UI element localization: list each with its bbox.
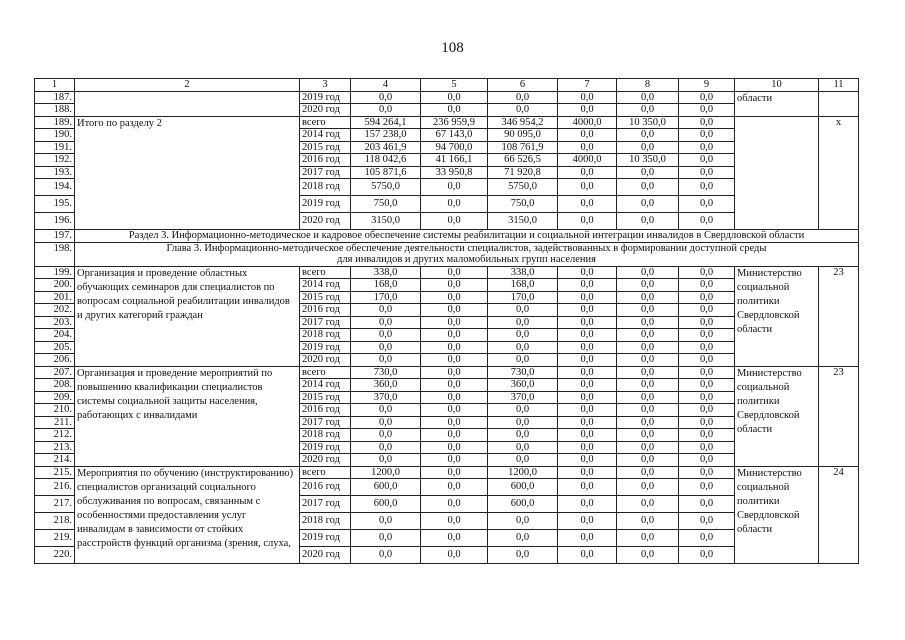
amount-cell: 0,0	[679, 316, 735, 329]
amount-cell: 0,0	[351, 547, 421, 564]
amount-cell: 0,0	[421, 304, 488, 317]
amount-cell: 108 761,9	[488, 141, 558, 154]
amount-cell: 0,0	[679, 416, 735, 429]
amount-cell: 0,0	[488, 454, 558, 467]
row-number: 207.	[35, 366, 75, 379]
amount-cell: 10 350,0	[617, 154, 679, 167]
reference-number	[819, 91, 859, 116]
amount-cell: 170,0	[488, 291, 558, 304]
column-header: 5	[421, 79, 488, 92]
row-number: 196.	[35, 213, 75, 230]
amount-cell: 4000,0	[558, 154, 617, 167]
amount-cell: 0,0	[351, 104, 421, 117]
amount-cell: 0,0	[617, 466, 679, 479]
row-number: 203.	[35, 316, 75, 329]
amount-cell: 346 954,2	[488, 116, 558, 129]
reference-number: 24	[819, 466, 859, 564]
amount-cell: 0,0	[679, 179, 735, 196]
amount-cell: 0,0	[558, 466, 617, 479]
amount-cell: 360,0	[351, 379, 421, 392]
column-header: 8	[617, 79, 679, 92]
amount-cell: 67 143,0	[421, 129, 488, 142]
amount-cell: 0,0	[617, 547, 679, 564]
amount-cell: 0,0	[679, 129, 735, 142]
row-number: 200.	[35, 279, 75, 292]
amount-cell: 168,0	[351, 279, 421, 292]
row-period: 2020 год	[300, 213, 351, 230]
row-number: 190.	[35, 129, 75, 142]
table-row	[35, 466, 859, 479]
amount-cell: 0,0	[617, 341, 679, 354]
amount-cell: 0,0	[558, 304, 617, 317]
row-period: 2020 год	[300, 354, 351, 367]
amount-cell: 600,0	[488, 479, 558, 496]
amount-cell: 0,0	[679, 391, 735, 404]
row-period: 2017 год	[300, 316, 351, 329]
amount-cell: 0,0	[421, 354, 488, 367]
amount-cell: 0,0	[558, 279, 617, 292]
row-period: 2015 год	[300, 291, 351, 304]
amount-cell: 0,0	[679, 279, 735, 292]
row-period: 2016 год	[300, 154, 351, 167]
amount-cell: 0,0	[679, 441, 735, 454]
row-period: 2015 год	[300, 141, 351, 154]
amount-cell: 0,0	[421, 416, 488, 429]
row-period: 2020 год	[300, 104, 351, 117]
row-period: 2017 год	[300, 166, 351, 179]
amount-cell: 0,0	[558, 141, 617, 154]
amount-cell: 0,0	[679, 513, 735, 530]
amount-cell: 0,0	[617, 104, 679, 117]
amount-cell: 0,0	[617, 179, 679, 196]
amount-cell: 594 264,1	[351, 116, 421, 129]
amount-cell: 0,0	[679, 547, 735, 564]
row-period: 2017 год	[300, 496, 351, 513]
amount-cell: 118 042,6	[351, 154, 421, 167]
amount-cell: 5750,0	[351, 179, 421, 196]
amount-cell: 0,0	[351, 91, 421, 104]
amount-cell: 0,0	[679, 304, 735, 317]
amount-cell: 90 095,0	[488, 129, 558, 142]
amount-cell: 0,0	[617, 329, 679, 342]
amount-cell: 71 920,8	[488, 166, 558, 179]
amount-cell: 0,0	[558, 479, 617, 496]
amount-cell: 0,0	[421, 279, 488, 292]
amount-cell: 0,0	[558, 91, 617, 104]
row-number: 191.	[35, 141, 75, 154]
amount-cell: 0,0	[421, 404, 488, 417]
amount-cell: 0,0	[558, 530, 617, 547]
amount-cell: 0,0	[351, 513, 421, 530]
amount-cell: 0,0	[558, 454, 617, 467]
amount-cell: 0,0	[421, 513, 488, 530]
amount-cell: 0,0	[558, 129, 617, 142]
amount-cell: 0,0	[558, 547, 617, 564]
row-number: 189.	[35, 116, 75, 129]
amount-cell: 0,0	[617, 513, 679, 530]
row-period: 2016 год	[300, 479, 351, 496]
amount-cell: 600,0	[488, 496, 558, 513]
amount-cell: 0,0	[351, 429, 421, 442]
amount-cell: 0,0	[679, 166, 735, 179]
table-row	[35, 366, 859, 379]
responsible-executor	[735, 116, 819, 230]
amount-cell: 3150,0	[488, 213, 558, 230]
amount-cell: 0,0	[679, 196, 735, 213]
amount-cell: 0,0	[617, 291, 679, 304]
row-period: 2017 год	[300, 416, 351, 429]
row-period: всего	[300, 266, 351, 279]
row-number: 212.	[35, 429, 75, 442]
column-header: 7	[558, 79, 617, 92]
amount-cell: 0,0	[558, 291, 617, 304]
amount-cell: 33 950,8	[421, 166, 488, 179]
amount-cell: 0,0	[488, 341, 558, 354]
row-number: 208.	[35, 379, 75, 392]
row-description: Итого по разделу 2	[75, 116, 300, 230]
row-period: 2014 год	[300, 379, 351, 392]
amount-cell: 730,0	[351, 366, 421, 379]
row-period: 2016 год	[300, 404, 351, 417]
amount-cell: 0,0	[617, 213, 679, 230]
row-period: 2019 год	[300, 196, 351, 213]
amount-cell: 170,0	[351, 291, 421, 304]
amount-cell: 0,0	[617, 141, 679, 154]
row-number: 204.	[35, 329, 75, 342]
column-header: 3	[300, 79, 351, 92]
amount-cell: 10 350,0	[617, 116, 679, 129]
amount-cell: 0,0	[558, 441, 617, 454]
amount-cell: 0,0	[679, 429, 735, 442]
row-period: 2015 год	[300, 391, 351, 404]
amount-cell: 105 871,6	[351, 166, 421, 179]
amount-cell: 0,0	[617, 429, 679, 442]
amount-cell: 0,0	[351, 329, 421, 342]
row-number: 214.	[35, 454, 75, 467]
row-number: 216.	[35, 479, 75, 496]
chapter-heading	[75, 242, 859, 266]
row-period: 2018 год	[300, 179, 351, 196]
row-number: 220.	[35, 547, 75, 564]
amount-cell: 41 166,1	[421, 154, 488, 167]
row-number: 192.	[35, 154, 75, 167]
row-number: 219.	[35, 530, 75, 547]
amount-cell: 0,0	[679, 496, 735, 513]
amount-cell: 0,0	[558, 354, 617, 367]
amount-cell: 0,0	[558, 329, 617, 342]
row-number: 187.	[35, 91, 75, 104]
row-period: 2014 год	[300, 129, 351, 142]
amount-cell: 0,0	[679, 354, 735, 367]
amount-cell: 0,0	[351, 441, 421, 454]
row-number: 205.	[35, 341, 75, 354]
amount-cell: 0,0	[617, 354, 679, 367]
amount-cell: 1200,0	[351, 466, 421, 479]
amount-cell: 338,0	[351, 266, 421, 279]
amount-cell: 0,0	[351, 530, 421, 547]
amount-cell: 0,0	[679, 366, 735, 379]
amount-cell: 0,0	[488, 441, 558, 454]
row-period: 2018 год	[300, 513, 351, 530]
chapter-heading-line: Глава 3. Информационно-методическое обеспечение деятельности специалистов, задействованных в формировании доступной среды	[166, 242, 767, 254]
column-header: 4	[351, 79, 421, 92]
reference-number: х	[819, 116, 859, 230]
amount-cell: 0,0	[558, 179, 617, 196]
amount-cell: 0,0	[558, 266, 617, 279]
row-period: 2020 год	[300, 547, 351, 564]
column-header: 11	[819, 79, 859, 92]
amount-cell: 0,0	[351, 341, 421, 354]
amount-cell: 0,0	[488, 513, 558, 530]
row-number: 210.	[35, 404, 75, 417]
amount-cell: 0,0	[421, 466, 488, 479]
amount-cell: 0,0	[617, 391, 679, 404]
amount-cell: 0,0	[679, 266, 735, 279]
chapter-heading-line: для инвалидов и других маломобильных групп населения	[337, 254, 596, 265]
amount-cell: 0,0	[679, 379, 735, 392]
amount-cell: 0,0	[679, 213, 735, 230]
row-description: Организация и проведение мероприятий по повышению квалификации специалистов системы социальной защиты населения, работающих с инвалидами	[75, 366, 300, 466]
amount-cell: 0,0	[679, 329, 735, 342]
row-period: всего	[300, 116, 351, 129]
amount-cell: 3150,0	[351, 213, 421, 230]
amount-cell: 203 461,9	[351, 141, 421, 154]
amount-cell: 750,0	[351, 196, 421, 213]
amount-cell: 600,0	[351, 496, 421, 513]
amount-cell: 94 700,0	[421, 141, 488, 154]
amount-cell: 0,0	[488, 104, 558, 117]
amount-cell: 0,0	[679, 530, 735, 547]
amount-cell: 370,0	[351, 391, 421, 404]
column-header: 1	[35, 79, 75, 92]
amount-cell: 0,0	[617, 129, 679, 142]
amount-cell: 0,0	[488, 91, 558, 104]
row-period: 2014 год	[300, 279, 351, 292]
amount-cell: 0,0	[351, 454, 421, 467]
amount-cell: 0,0	[679, 479, 735, 496]
responsible-executor: области	[735, 91, 819, 116]
row-number: 215.	[35, 466, 75, 479]
amount-cell: 0,0	[617, 454, 679, 467]
row-number: 194.	[35, 179, 75, 196]
row-period: 2019 год	[300, 91, 351, 104]
amount-cell: 0,0	[351, 316, 421, 329]
amount-cell: 0,0	[617, 304, 679, 317]
row-description	[75, 91, 300, 116]
amount-cell: 0,0	[421, 213, 488, 230]
row-number: 206.	[35, 354, 75, 367]
row-number: 217.	[35, 496, 75, 513]
amount-cell: 0,0	[617, 379, 679, 392]
amount-cell: 600,0	[351, 479, 421, 496]
amount-cell: 730,0	[488, 366, 558, 379]
amount-cell: 0,0	[351, 304, 421, 317]
amount-cell: 0,0	[617, 196, 679, 213]
amount-cell: 0,0	[679, 104, 735, 117]
amount-cell: 370,0	[488, 391, 558, 404]
amount-cell: 0,0	[421, 104, 488, 117]
amount-cell: 0,0	[421, 91, 488, 104]
amount-cell: 0,0	[421, 329, 488, 342]
amount-cell: 0,0	[679, 291, 735, 304]
amount-cell: 0,0	[617, 316, 679, 329]
amount-cell: 0,0	[421, 341, 488, 354]
row-number: 201.	[35, 291, 75, 304]
amount-cell: 0,0	[558, 166, 617, 179]
table-body	[35, 79, 859, 564]
amount-cell: 0,0	[679, 91, 735, 104]
amount-cell: 0,0	[488, 329, 558, 342]
amount-cell: 0,0	[617, 404, 679, 417]
reference-number: 23	[819, 266, 859, 366]
amount-cell: 0,0	[558, 429, 617, 442]
amount-cell: 1200,0	[488, 466, 558, 479]
row-number: 213.	[35, 441, 75, 454]
amount-cell: 168,0	[488, 279, 558, 292]
amount-cell: 0,0	[558, 513, 617, 530]
row-period: 2020 год	[300, 454, 351, 467]
amount-cell: 5750,0	[488, 179, 558, 196]
column-header: 2	[75, 79, 300, 92]
amount-cell: 66 526,5	[488, 154, 558, 167]
amount-cell: 0,0	[679, 116, 735, 129]
row-number: 195.	[35, 196, 75, 213]
chapter-heading-row	[35, 242, 859, 266]
amount-cell: 0,0	[617, 496, 679, 513]
amount-cell: 750,0	[488, 196, 558, 213]
amount-cell: 0,0	[421, 429, 488, 442]
program-table	[34, 78, 859, 564]
amount-cell: 0,0	[558, 104, 617, 117]
amount-cell: 0,0	[679, 154, 735, 167]
amount-cell: 0,0	[617, 166, 679, 179]
amount-cell: 0,0	[351, 404, 421, 417]
amount-cell: 0,0	[617, 479, 679, 496]
amount-cell: 0,0	[558, 366, 617, 379]
row-number: 202.	[35, 304, 75, 317]
row-description: Организация и проведение областных обучающих семинаров для специалистов по вопросам социальной реабилитации инвалидов и других категорий граждан	[75, 266, 300, 366]
amount-cell: 0,0	[617, 279, 679, 292]
amount-cell: 0,0	[421, 179, 488, 196]
reference-number: 23	[819, 366, 859, 466]
amount-cell: 0,0	[617, 416, 679, 429]
amount-cell: 0,0	[617, 441, 679, 454]
amount-cell: 0,0	[421, 530, 488, 547]
responsible-executor: Министерство социальной политики Свердловской области	[735, 266, 819, 366]
responsible-executor: Министерство социальной политики Свердловской области	[735, 366, 819, 466]
section-heading: Раздел 3. Информационно-методическое и кадровое обеспечение системы реабилитации и социальной интеграции инвалидов в Свердловской области	[75, 230, 859, 243]
amount-cell: 0,0	[351, 354, 421, 367]
column-header-row	[35, 79, 859, 92]
amount-cell: 0,0	[421, 316, 488, 329]
amount-cell: 0,0	[488, 547, 558, 564]
amount-cell: 0,0	[679, 404, 735, 417]
amount-cell: 0,0	[421, 454, 488, 467]
amount-cell: 0,0	[679, 454, 735, 467]
amount-cell: 0,0	[421, 196, 488, 213]
amount-cell: 0,0	[679, 141, 735, 154]
amount-cell: 360,0	[488, 379, 558, 392]
amount-cell: 0,0	[421, 441, 488, 454]
amount-cell: 0,0	[421, 547, 488, 564]
amount-cell: 0,0	[617, 266, 679, 279]
amount-cell: 0,0	[421, 391, 488, 404]
row-number: 198.	[35, 242, 75, 266]
row-period: 2018 год	[300, 429, 351, 442]
amount-cell: 0,0	[558, 416, 617, 429]
amount-cell: 0,0	[679, 341, 735, 354]
amount-cell: 0,0	[617, 530, 679, 547]
row-number: 211.	[35, 416, 75, 429]
row-period: 2018 год	[300, 329, 351, 342]
column-header: 10	[735, 79, 819, 92]
row-number: 193.	[35, 166, 75, 179]
amount-cell: 0,0	[421, 366, 488, 379]
amount-cell: 4000,0	[558, 116, 617, 129]
column-header: 6	[488, 79, 558, 92]
amount-cell: 0,0	[488, 429, 558, 442]
row-number: 188.	[35, 104, 75, 117]
amount-cell: 0,0	[617, 366, 679, 379]
amount-cell: 0,0	[679, 466, 735, 479]
row-period: 2019 год	[300, 341, 351, 354]
amount-cell: 0,0	[558, 213, 617, 230]
amount-cell: 236 959,9	[421, 116, 488, 129]
amount-cell: 0,0	[488, 404, 558, 417]
row-description: Мероприятия по обучению (инструктированию) специалистов организаций социального обслуживания по вопросам, связанным с особенностями предоставления услуг инвалидам в зависимости от стойких расстройств функций организма (зрения, слуха,	[75, 466, 300, 564]
amount-cell: 0,0	[488, 416, 558, 429]
row-number: 197.	[35, 230, 75, 243]
amount-cell: 0,0	[617, 91, 679, 104]
amount-cell: 0,0	[558, 316, 617, 329]
amount-cell: 0,0	[488, 354, 558, 367]
amount-cell: 0,0	[351, 416, 421, 429]
amount-cell: 0,0	[421, 379, 488, 392]
amount-cell: 0,0	[421, 291, 488, 304]
page-number: 108	[441, 40, 464, 56]
row-number: 218.	[35, 513, 75, 530]
table-row	[35, 266, 859, 279]
row-period: 2019 год	[300, 441, 351, 454]
amount-cell: 0,0	[558, 379, 617, 392]
row-period: всего	[300, 466, 351, 479]
amount-cell: 0,0	[421, 496, 488, 513]
amount-cell: 0,0	[488, 316, 558, 329]
section-heading-row	[35, 230, 859, 243]
row-number: 209.	[35, 391, 75, 404]
amount-cell: 0,0	[421, 266, 488, 279]
row-period: 2019 год	[300, 530, 351, 547]
row-period: 2016 год	[300, 304, 351, 317]
amount-cell: 0,0	[558, 391, 617, 404]
amount-cell: 0,0	[558, 196, 617, 213]
amount-cell: 0,0	[488, 530, 558, 547]
table-row	[35, 91, 859, 104]
amount-cell: 0,0	[558, 496, 617, 513]
amount-cell: 0,0	[421, 479, 488, 496]
row-period: всего	[300, 366, 351, 379]
row-number: 199.	[35, 266, 75, 279]
column-header: 9	[679, 79, 735, 92]
amount-cell: 157 238,0	[351, 129, 421, 142]
amount-cell: 0,0	[558, 404, 617, 417]
table-row	[35, 116, 859, 129]
amount-cell: 0,0	[558, 341, 617, 354]
responsible-executor: Министерство социальной политики Свердловской области	[735, 466, 819, 564]
amount-cell: 338,0	[488, 266, 558, 279]
amount-cell: 0,0	[488, 304, 558, 317]
